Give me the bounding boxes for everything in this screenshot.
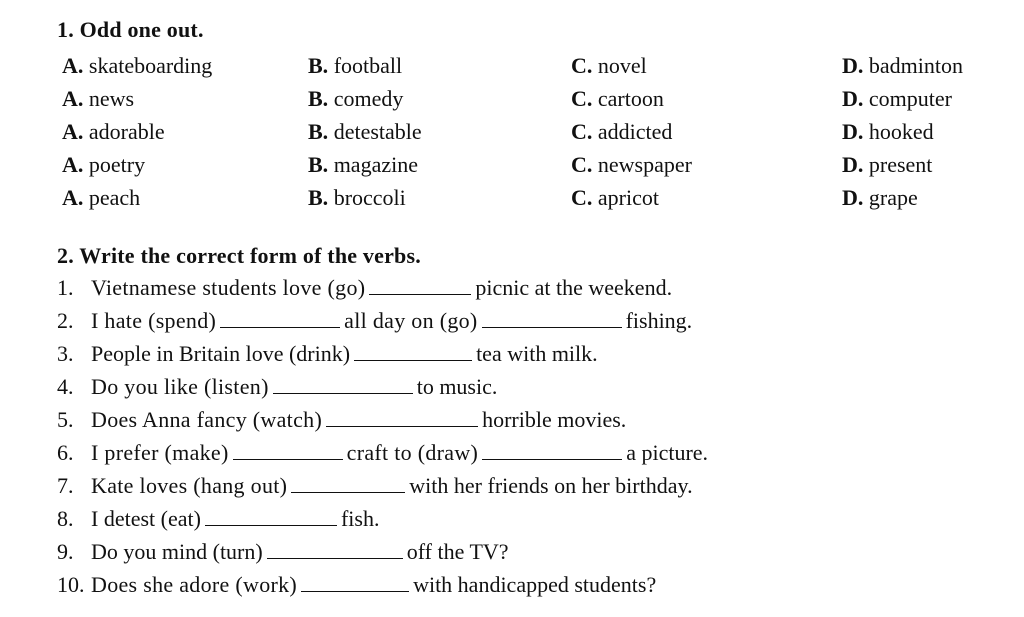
answer-blank[interactable]: [354, 344, 472, 361]
option-5d: D. grape: [842, 185, 918, 210]
exercise-item-1: 1. Vietnamese students love (go) picnic at the weekend.: [57, 275, 673, 300]
exercise-item-9: 9. Do you mind (turn) off the TV?: [57, 539, 509, 564]
answer-blank[interactable]: [482, 311, 622, 328]
answer-blank[interactable]: [233, 443, 343, 460]
option-5a: A. peach: [62, 185, 141, 210]
answer-blank[interactable]: [205, 509, 337, 526]
exercise-item-3: 3. People in Britain love (drink) tea with milk.: [57, 341, 598, 366]
exercise-item-6: 6. I prefer (make) craft to (draw) a picture.: [57, 440, 709, 465]
option-4a: A. poetry: [62, 152, 146, 177]
answer-blank[interactable]: [326, 410, 478, 427]
answer-blank[interactable]: [291, 476, 405, 493]
exercise-item-2: 2. I hate (spend) all day on (go) fishing.: [57, 308, 693, 333]
option-3d: D. hooked: [842, 119, 934, 144]
option-4d: D. present: [842, 152, 933, 177]
option-1b: B. football: [308, 53, 403, 78]
option-4c: C. newspaper: [571, 152, 692, 177]
option-1c: C. novel: [571, 53, 647, 78]
section-2-title: 2. Write the correct form of the verbs.: [57, 243, 421, 268]
option-2a: A. news: [62, 86, 135, 111]
exercise-item-4: 4. Do you like (listen) to music.: [57, 374, 498, 399]
section-1-title: 1. Odd one out.: [57, 17, 204, 42]
option-3a: A. adorable: [62, 119, 165, 144]
answer-blank[interactable]: [220, 311, 340, 328]
option-1d: D. badminton: [842, 53, 963, 78]
exercise-item-10: 10. Does she adore (work) with handicapped students?: [57, 572, 657, 597]
option-1a: A. skateboarding: [62, 53, 213, 78]
option-4b: B. magazine: [308, 152, 418, 177]
answer-blank[interactable]: [482, 443, 622, 460]
answer-blank[interactable]: [301, 575, 409, 592]
option-2b: B. comedy: [308, 86, 404, 111]
answer-blank[interactable]: [267, 542, 403, 559]
exercise-item-5: 5. Does Anna fancy (watch) horrible movies.: [57, 407, 627, 432]
exercise-item-7: 7. Kate loves (hang out) with her friends on her birthday.: [57, 473, 693, 498]
option-5b: B. broccoli: [308, 185, 406, 210]
option-5c: C. apricot: [571, 185, 659, 210]
exercise-item-8: 8. I detest (eat) fish.: [57, 506, 380, 531]
option-3b: B. detestable: [308, 119, 422, 144]
answer-blank[interactable]: [273, 377, 413, 394]
option-2c: C. cartoon: [571, 86, 664, 111]
option-2d: D. computer: [842, 86, 952, 111]
answer-blank[interactable]: [369, 278, 471, 295]
option-3c: C. addicted: [571, 119, 673, 144]
